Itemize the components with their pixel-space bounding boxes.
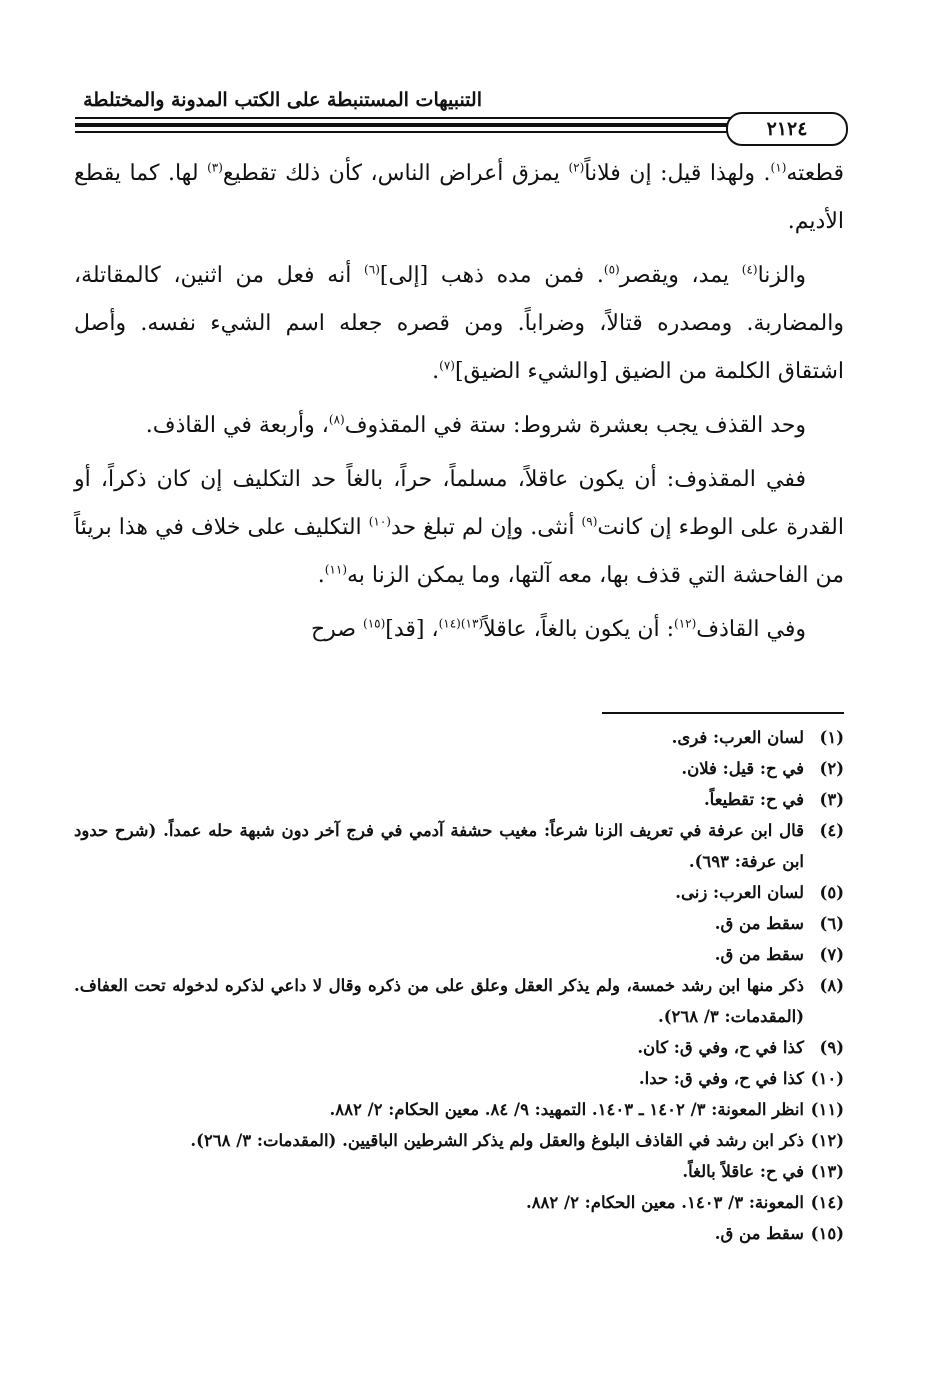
footnote-text: لسان العرب: فرى. (671, 728, 804, 747)
footnote-text: سقط من ق. (714, 1224, 804, 1243)
footnote-marker[interactable]: (٤) (741, 262, 758, 277)
text-run: وفي القاذف (696, 617, 806, 642)
footnote-number: (١٥) (810, 1224, 844, 1243)
footnote-item (74, 815, 844, 877)
footnote-item (74, 1094, 844, 1125)
page-number (726, 112, 848, 146)
text-run: أنه فعل من اثنين، كالمقاتلة، والمضاربة. ومصدره قتالاً، وضراباً. ومن قصره جعله اسم الشيء نفسه. وأصل اشتقاق الكلمة من الضيق [والشيء الضيق] (74, 263, 844, 384)
text-run: التكليف على خلاف في هذا بريئاً من الفاحشة التي قذف بها، معه آلتها، وما يمكن الزنا به (74, 515, 844, 588)
footnote-text: ذكر منها ابن رشد خمسة، ولم يذكر العقل وعلق على من ذكره وقال لا داعي لذكره لدخوله تحت العفاف. (المقدمات: ٣/ ٢٦٨). (74, 976, 804, 1026)
footnote-number: (١) (819, 728, 844, 747)
text-run: لها. كما يقطع الأديم. (74, 161, 844, 234)
footnote-marker[interactable]: (٦) (364, 262, 380, 277)
text-run: ، [قد] (385, 617, 439, 642)
text-run: ، وأربعة في القاذف. (145, 413, 329, 438)
footnote-item (74, 1063, 844, 1094)
footnote-number: (٢) (819, 759, 844, 778)
footnote-number: (١٤) (810, 1193, 844, 1212)
footnote-marker[interactable]: (١٥) (363, 616, 386, 631)
page-number-text: ٢١٢٤ (766, 118, 808, 140)
text-run: قطعته (786, 161, 844, 186)
footnote-marker[interactable]: (١٢) (674, 616, 697, 631)
footnote-text: ذكر ابن رشد في القاذف البلوغ والعقل ولم يذكر الشرطين الباقيين. (المقدمات: ٣/ ٢٦٨). (190, 1131, 804, 1150)
text-run: . ولهذا قيل: إن فلاناً (584, 161, 771, 186)
text-run: والزنا (757, 263, 806, 288)
paragraph-5 (74, 606, 844, 654)
text-run: ففي المقذوف: أن يكون عاقلاً، مسلماً، حراً، بالغاً حد التكليف إن كان ذكراً، أو القدرة على الوطء إن كانت (74, 467, 844, 540)
footnote-number: (٥) (819, 883, 844, 902)
footnote-marker[interactable]: (١٠) (368, 514, 391, 529)
paragraph-1 (74, 150, 844, 246)
text-run: يمد، ويقصر (619, 263, 742, 288)
footnote-text: كذا في ح، وفي ق: كان. (637, 1038, 804, 1057)
footnote-marker[interactable]: (١١) (324, 562, 347, 577)
footnote-number: (٧) (819, 945, 844, 964)
footnote-item (74, 722, 844, 753)
footnote-number: (١٣) (810, 1162, 844, 1181)
footnote-item (74, 1187, 844, 1218)
text-run: . (317, 563, 325, 588)
footnotes-list (74, 722, 844, 1249)
running-title: التنبيهات المستنبطة على الكتب المدونة والمختلطة (83, 89, 482, 111)
footnote-item (74, 753, 844, 784)
footnote-text: المعونة: ٣/ ١٤٠٣. معين الحكام: ٢/ ٨٨٢. (525, 1193, 804, 1212)
footnote-text: في ح: تقطيعاً. (703, 790, 804, 809)
text-run: أنثى. وإن لم تبلغ حد (390, 515, 582, 540)
footnote-text: سقط من ق. (714, 945, 804, 964)
footnote-item (74, 908, 844, 939)
header-rule-top (75, 117, 842, 119)
footnote-marker[interactable]: (٣) (207, 160, 223, 175)
footnote-number: (١٢) (810, 1131, 844, 1150)
text-run: يمزق أعراض الناس، كأن ذلك تقطيع (222, 161, 569, 186)
body-text (74, 150, 844, 660)
footnote-item (74, 939, 844, 970)
footnote-number: (١٠) (810, 1069, 844, 1088)
paragraph-4 (74, 456, 844, 600)
footnote-marker[interactable]: (٧) (439, 358, 455, 373)
footnote-text: في ح: قيل: فلان. (681, 759, 804, 778)
footnote-number: (٣) (819, 790, 844, 809)
footnote-item (74, 1032, 844, 1063)
footnote-text: قال ابن عرفة في تعريف الزنا شرعاً: مغيب حشفة آدمي في فرج آخر دون شبهة حله عمداً. (شرح حدود ابن عرفة: ٦٩٣). (74, 821, 804, 871)
text-run: صرح (310, 617, 363, 642)
footnote-marker[interactable]: (٩) (581, 514, 598, 529)
paragraph-2 (74, 252, 844, 396)
footnote-text: كذا في ح، وفي ق: حدا. (638, 1069, 804, 1088)
footnote-text: لسان العرب: زنى. (675, 883, 804, 902)
footnote-marker[interactable]: (٢) (568, 160, 585, 175)
footnote-item (74, 1125, 844, 1156)
footnote-separator (602, 712, 844, 714)
footnote-item (74, 877, 844, 908)
footnote-marker[interactable]: (١٣)(١٤) (438, 616, 484, 631)
footnote-number: (٦) (819, 914, 844, 933)
footnote-item (74, 1156, 844, 1187)
footnote-marker[interactable]: (١) (770, 160, 787, 175)
footnote-marker[interactable]: (٨) (328, 412, 345, 427)
footnote-item (74, 970, 844, 1032)
text-run: : أن يكون بالغاً، عاقلاً (483, 617, 674, 642)
footnote-number: (٤) (819, 821, 844, 840)
text-run: وحد القذف يجب بعشرة شروط: ستة في المقذوف (344, 413, 806, 438)
footnote-number: (٨) (819, 976, 844, 995)
footnote-number: (١١) (810, 1100, 844, 1119)
footnote-item (74, 1218, 844, 1249)
footnote-marker[interactable]: (٥) (603, 262, 620, 277)
footnote-text: سقط من ق. (714, 914, 804, 933)
paragraph-3 (74, 402, 844, 450)
footnote-text: في ح: عاقلاً بالغاً. (682, 1162, 804, 1181)
text-run: . فمن مده ذهب [إلى] (379, 263, 604, 288)
footnote-text: انظر المعونة: ٣/ ١٤٠٢ ـ ١٤٠٣. التمهيد: ٩/ ٨٤. معين الحكام: ٢/ ٨٨٢. (329, 1100, 804, 1119)
footnote-number: (٩) (819, 1038, 844, 1057)
footnote-item (74, 784, 844, 815)
text-run: . (432, 359, 440, 384)
